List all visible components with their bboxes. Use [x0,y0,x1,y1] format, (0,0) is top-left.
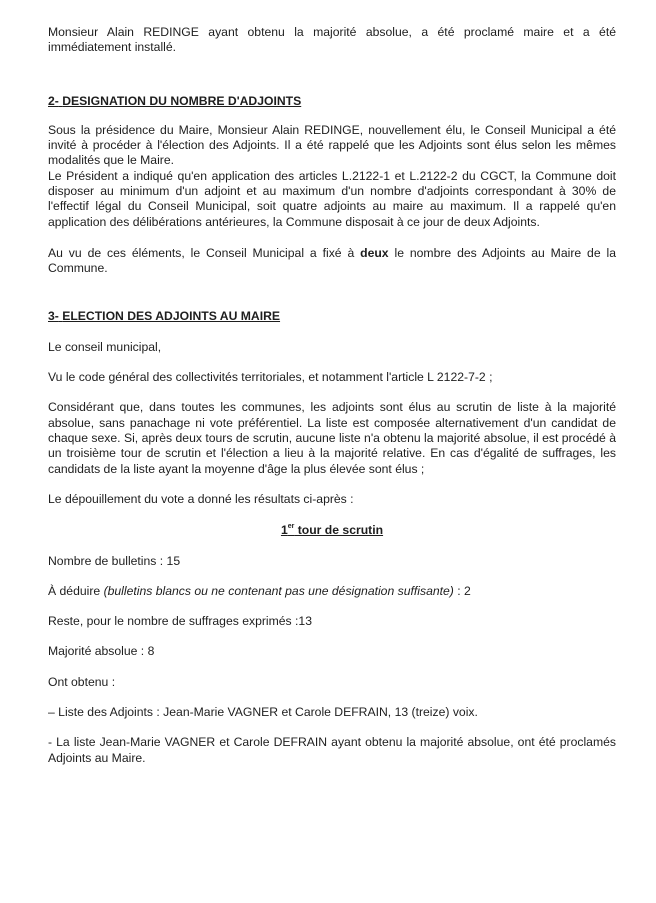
section-3-number: 3- [48,308,59,323]
bulletins-line: Nombre de bulletins : 15 [48,553,181,568]
section-3-heading [48,309,616,324]
section-2-paragraph-3 [48,246,616,277]
conclusion-paragraph: - La liste Jean-Marie VAGNER et Carole DEFRAIN ayant obtenu la majorité absolue, ont été proclamés Adjoints au Maire. [48,735,616,765]
section-3-paragraph-3: Considérant que, dans toutes les communes, les adjoints sont élus au scrutin de liste à la majorité absolue, sans panachage ni vote préférentiel. La liste est composée alternativement d'un candidat de chaque sexe. Si, après deux tours de scrutin, aucune liste n'a obtenu la majorité absolue, il est procédé à un troisième tour de scrutin et l'élection a lieu à la majorité relative. En cas d'égalité de suffrages, les candidats de la liste ayant la moyenne d'âge la plus élevée sont élus ; [48,400,616,476]
section-2-paragraph-1: Sous la présidence du Maire, Monsieur Alain REDINGE, nouvellement élu, le Conseil Municipal a été invité à procéder à l'élection des Adjoints. Il a été rappelé que les Adjoints sont élus selon les mêmes modalités que le Maire. [48,122,616,168]
section-2-p3-pre: Au vu de ces éléments, le Conseil Municipal a fixé à [48,245,361,260]
section-2-title: DESIGNATION DU NOMBRE D'ADJOINTS [62,93,302,108]
section-2-number: 2- [48,93,59,108]
intro-paragraph: Monsieur Alain REDINGE ayant obtenu la majorité absolue, a été proclamé maire et a été immédiatement installé. [48,25,616,55]
tour-number: 1 [280,523,288,538]
deduire-post: : 2 [453,583,471,598]
section-3-paragraph-4: Le dépouillement du vote a donné les résultats ci-après : [48,491,354,506]
section-2-p3-bold: deux [360,245,389,260]
tour-heading [48,523,616,538]
tour-superscript: er [287,523,295,531]
deduire-line [48,584,616,599]
ont-obtenu-line: Ont obtenu : [48,674,116,689]
document-page [48,25,616,766]
section-3-paragraph-2: Vu le code général des collectivités territoriales, et notamment l'article L 2122-7-2 ; [48,370,493,385]
section-3-paragraph-1: Le conseil municipal, [48,339,162,354]
section-2-paragraph-2: Le Président a indiqué qu'en application des articles L.2122-1 et L.2122-2 du CGCT, la Commune doit disposer au minimum d'un adjoint et au maximum d'un nombre d'adjoints correspondant à 30% de l'effectif légal du Conseil Municipal, soit quatre adjoints au maire au maximum. Il a rappelé qu'en application des délibérations antérieures, la Commune disposait à ce jour de deux Adjoints. [48,168,616,229]
liste-line: – Liste des Adjoints : Jean-Marie VAGNER et Carole DEFRAIN, 13 (treize) voix. [48,705,478,720]
section-3-title: ELECTION DES ADJOINTS AU MAIRE [62,308,281,323]
section-2-p3-post: le nombre des Adjoints au Maire de la Commune. [48,245,616,276]
majorite-line: Majorité absolue : 8 [48,644,155,659]
section-2-heading [48,94,616,109]
deduire-pre: À déduire [48,583,104,598]
tour-text: tour de scrutin [294,523,384,538]
deduire-italic: (bulletins blancs ou ne contenant pas une désignation suffisante) [103,583,454,598]
reste-line: Reste, pour le nombre de suffrages exprimés :13 [48,614,312,629]
